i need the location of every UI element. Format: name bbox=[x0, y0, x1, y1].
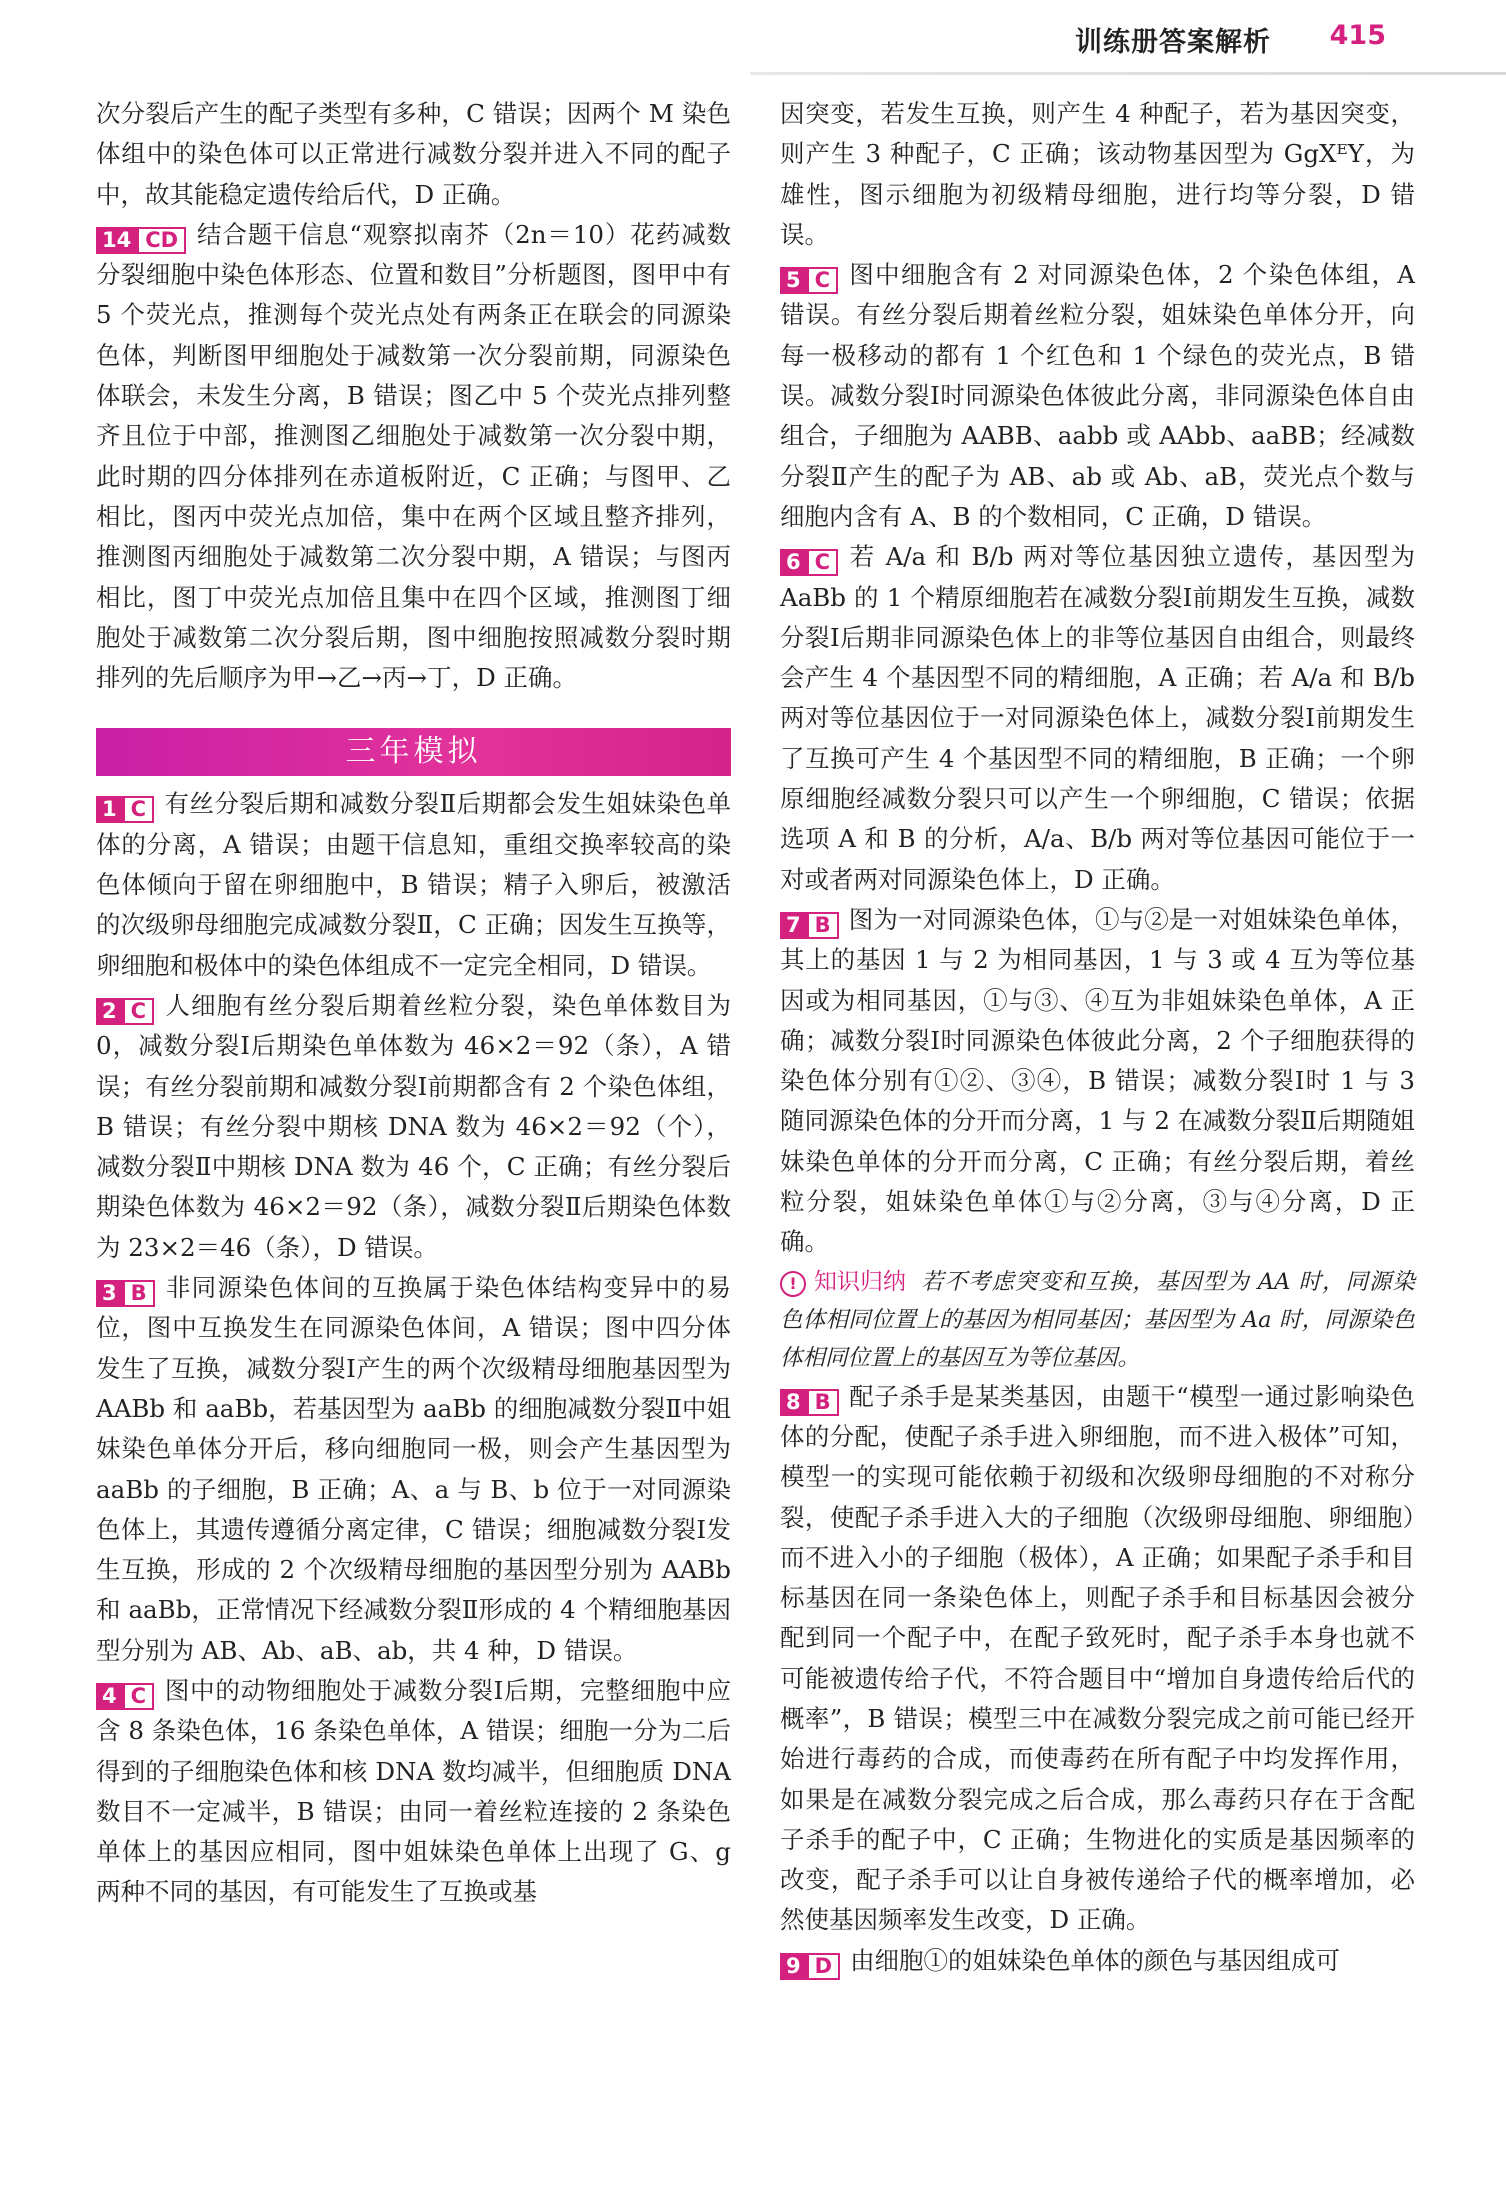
answer-key: B bbox=[807, 1389, 839, 1416]
continued-text: 因突变，若发生互换，则产生 4 种配子，若为基因突变，则产生 3 种配子，C 正确；该动物基因型为 GgXᴱY，为雄性，图示细胞为初级精母细胞，进行均等分裂，D 错误。 bbox=[780, 99, 1415, 249]
header-rule bbox=[750, 72, 1506, 75]
answer-explanation: 有丝分裂后期和减数分裂Ⅱ后期都会发生姐妹染色单体的分离，A 错误；由题干信息知，重组交换率较高的染色体倾向于留在卵细胞中，B 错误；精子入卵后，被激活的次级卵母细胞完成减数分裂Ⅱ，C 正确；因发生互换等，卵细胞和极体中的染色体组成不一定完全相同，D 错误。 bbox=[96, 789, 731, 980]
answer-explanation: 若 A/a 和 B/b 两对等位基因独立遗传，基因型为 AaBb 的 1 个精原细胞若在减数分裂Ⅰ前期发生互换，减数分裂Ⅰ后期非同源染色体上的非等位基因自由组合，则最终会产生 4 个基因型不同的精细胞，A 正确；若 A/a 和 B/b 两对等位基因位于一对同源染色体上，减数分裂Ⅰ前期发生了互换可产生 4 个基因型不同的精细胞，B 正确；一个卵原细胞经减数分裂只可以产生一个卵细胞，C 错误；依据选项 A 和 B 的分析，A/a、B/b 两对等位基因可能位于一对或者两对同源染色体上，D 正确。 bbox=[780, 542, 1415, 894]
answer-key: C bbox=[807, 549, 838, 576]
answer-explanation: 图为一对同源染色体，①与②是一对姐妹染色单体，其上的基因 1 与 2 为相同基因，1 与 3 或 4 互为等位基因或为相同基因，①与③、④互为非姐妹染色单体，A 正确；减数分裂Ⅰ时同源染色体彼此分离，2 个子细胞获得的染色体分别有①②、③④，B 错误；减数分裂Ⅰ时 1 与 3 随同源染色体的分开而分离，1 与 2 在减数分裂Ⅱ后期随姐妹染色单体的分开而分离，C 正确；有丝分裂后期，着丝粒分裂，姐妹染色单体①与②分离，③与④分离，D 正确。 bbox=[780, 904, 1415, 1257]
answer-1 bbox=[96, 784, 731, 985]
answer-badge bbox=[780, 912, 839, 939]
answer-3 bbox=[96, 1268, 731, 1671]
answer-9 bbox=[780, 1941, 1415, 1981]
answer-8 bbox=[780, 1377, 1415, 1941]
answer-4 bbox=[96, 1671, 731, 1913]
answer-key: CD bbox=[137, 227, 186, 254]
answer-explanation: 人细胞有丝分裂后期着丝粒分裂，染色单体数目为 0，减数分裂Ⅰ后期染色单体数为 46×2＝92（条），A 错误；有丝分裂前期和减数分裂Ⅰ前期都含有 2 个染色体组，B 错误；有丝分裂中期核 DNA 数为 46×2＝92（个），减数分裂Ⅱ中期核 DNA 数为 46 个，C 正确；有丝分裂后期染色体数为 46×2＝92（条），减数分裂Ⅱ后期染色体数为 23×2＝46（条），D 错误。 bbox=[96, 990, 731, 1262]
answer-badge bbox=[96, 227, 186, 254]
answer-badge bbox=[780, 267, 838, 294]
answer-explanation: 结合题干信息“观察拟南芥（2n＝10）花药减数分裂细胞中染色体形态、位置和数目”分析题图，图甲中有 5 个荧光点，推测每个荧光点处有两条正在联会的同源染色体，判断图甲细胞处于减数第一次分裂前期，同源染色体联会，未发生分离，B 错误；图乙中 5 个荧光点排列整齐且位于中部，推测图乙细胞处于减数第一次分裂中期，此时期的四分体排列在赤道板附近，C 正确；与图甲、乙相比，图丙中荧光点加倍，集中在两个区域且整齐排列，推测图丙细胞处于减数第二次分裂中期，A 错误；与图丙相比，图丁中荧光点加倍且集中在四个区域，推测图丁细胞处于减数第二次分裂后期，图中细胞按照减数分裂时期排列的先后顺序为甲→乙→丙→丁，D 正确。 bbox=[96, 219, 731, 693]
answer-badge bbox=[96, 1683, 154, 1710]
answer-explanation: 图中的动物细胞处于减数分裂Ⅰ后期，完整细胞中应含 8 条染色体，16 条染色单体，A 错误；细胞一分为二后得到的子细胞染色体和核 DNA 数均减半，但细胞质 DNA 数目不一定减半，B 错误；由同一着丝粒连接的 2 条染色单体上的基因应相同，图中姐妹染色单体上出现了 G、g 两种不同的基因，有可能发生了互换或基 bbox=[96, 1675, 731, 1907]
question-number: 1 bbox=[96, 796, 123, 823]
answer-14 bbox=[96, 215, 731, 699]
answer-key: B bbox=[123, 1280, 155, 1307]
answer-badge bbox=[96, 998, 154, 1025]
answer-explanation: 配子杀手是某类基因，由题干“模型一通过影响染色体的分配，使配子杀手进入卵细胞，而不进入极体”可知，模型一的实现可能依赖于初级和次级卵母细胞的不对称分裂，使配子杀手进入大的子细胞（次级卵母细胞、卵细胞）而不进入小的子细胞（极体），A 正确；如果配子杀手和目标基因在同一条染色体上，则配子杀手和目标基因会被分配到同一个配子中，在配子致死时，配子杀手本身也就不可能被遗传给子代，不符合题目中“增加自身遗传给后代的概率”，B 错误；模型三中在减数分裂完成之前可能已经开始进行毒药的合成，而使毒药在所有配子中均发挥作用，如果是在减数分裂完成之后合成，那么毒药只存在于含配子杀手的配子中，C 正确；生物进化的实质是基因频率的改变，配子杀手可以让自身被传递给子代的概率增加，必然使基因频率发生改变，D 正确。 bbox=[780, 1381, 1415, 1935]
answer-7 bbox=[780, 900, 1415, 1263]
answer-key: B bbox=[807, 912, 839, 939]
question-number: 4 bbox=[96, 1683, 123, 1710]
page-header bbox=[0, 14, 1506, 62]
right-column bbox=[780, 94, 1415, 1981]
question-number: 7 bbox=[780, 912, 807, 939]
question-number: 8 bbox=[780, 1389, 807, 1416]
note-label bbox=[780, 1263, 906, 1301]
header-title: 训练册答案解析 bbox=[1075, 27, 1271, 58]
question-number: 9 bbox=[780, 1953, 807, 1980]
answer-explanation: 由细胞①的姐妹染色单体的颜色与基因组成可 bbox=[850, 1945, 1341, 1975]
answer-badge bbox=[96, 796, 154, 823]
question-number: 6 bbox=[780, 549, 807, 576]
note-text: 若不考虑突变和互换，基因型为 AA 时，同源染色体相同位置上的基因为相同基因；基因型为 Aa 时，同源染色体相同位置上的基因互为等位基因。 bbox=[780, 1268, 1415, 1371]
answer-badge bbox=[96, 1280, 155, 1307]
answer-explanation: 非同源染色体间的互换属于染色体结构变异中的易位，图中互换发生在同源染色体间，A 错误；图中四分体发生了互换，减数分裂Ⅰ产生的两个次级精母细胞基因型为 AABb 和 aaBb，若基因型为 aaBb 的细胞减数分裂Ⅱ中姐妹染色单体分开后，移向细胞同一极，则会产生基因型为 aaBb 的子细胞，B 正确；A、a 与 B、b 位于一对同源染色体上，其遗传遵循分离定律，C 错误；细胞减数分裂Ⅰ发生互换，形成的 2 个次级精母细胞的基因型分别为 AABb 和 aaBb，正常情况下经减数分裂Ⅱ形成的 4 个精细胞基因型分别为 AB、Ab、aB、ab，共 4 种，D 错误。 bbox=[96, 1273, 731, 1665]
knowledge-note bbox=[780, 1263, 1415, 1377]
exclamation-icon: ! bbox=[780, 1271, 806, 1297]
section-title: 三年模拟 bbox=[96, 728, 731, 776]
answer-key: C bbox=[123, 998, 154, 1025]
answer-explanation: 图中细胞含有 2 对同源染色体，2 个染色体组，A 错误。有丝分裂后期着丝粒分裂，姐妹染色单体分开，向每一极移动的都有 1 个红色和 1 个绿色的荧光点，B 错误。减数分裂Ⅰ时同源染色体彼此分离，非同源染色体自由组合，子细胞为 AABB、aabb 或 AAbb、aaBB；经减数分裂Ⅱ产生的配子为 AB、ab 或 Ab、aB，荧光点个数与细胞内含有 A、B 的个数相同，C 正确，D 错误。 bbox=[780, 260, 1415, 531]
note-tag-text: 知识归纳 bbox=[814, 1268, 906, 1295]
answer-6 bbox=[780, 537, 1415, 900]
answer-2 bbox=[96, 986, 731, 1268]
question-number: 2 bbox=[96, 998, 123, 1025]
answer-key: C bbox=[123, 796, 154, 823]
left-column bbox=[96, 94, 731, 1913]
question-number: 5 bbox=[780, 267, 807, 294]
answer-key: C bbox=[807, 267, 838, 294]
answer-badge bbox=[780, 1953, 840, 1980]
question-number: 14 bbox=[96, 227, 137, 254]
question-number: 3 bbox=[96, 1280, 123, 1307]
continued-text: 次分裂后产生的配子类型有多种，C 错误；因两个 M 染色体组中的染色体可以正常进行减数分裂并进入不同的配子中，故其能稳定遗传给后代，D 正确。 bbox=[96, 99, 731, 209]
answer-badge bbox=[780, 1389, 839, 1416]
answer-badge bbox=[780, 549, 838, 576]
answer-5 bbox=[780, 255, 1415, 537]
answer-key: C bbox=[123, 1683, 154, 1710]
answer-key: D bbox=[807, 1953, 840, 1980]
page-number: 415 bbox=[1329, 20, 1386, 51]
